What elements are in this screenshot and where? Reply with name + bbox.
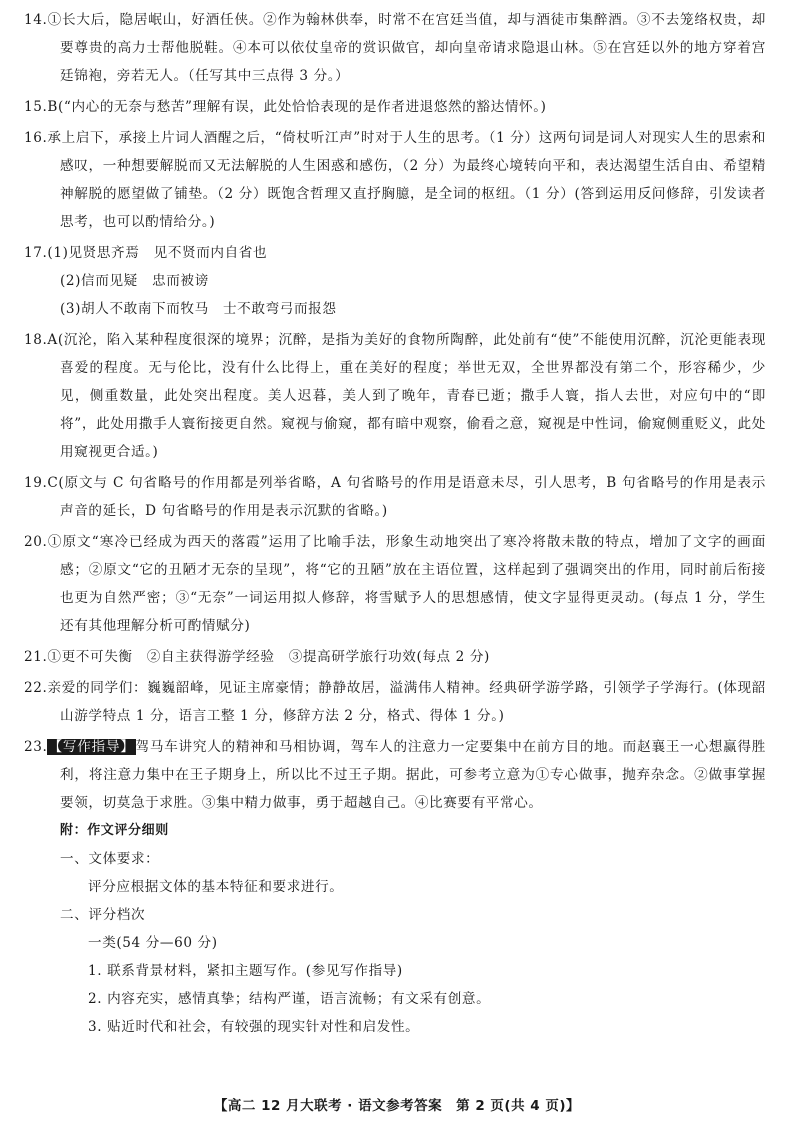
criteria-item: 2. 内容充实，感情真挚；结构严谨，语言流畅；有文采有创意。 bbox=[88, 991, 491, 1007]
criteria-item: 3. 贴近时代和社会，有较强的现实针对性和启发性。 bbox=[88, 1019, 420, 1035]
answer-17 bbox=[0, 239, 794, 267]
question-number: 22. bbox=[24, 680, 48, 696]
answer-text: 亲爱的同学们：巍巍韶峰，见证主席豪情；静静故居，溢满伟人精神。经典研学游学路，引领学子学海行。(体现韶山游学特点 1 分，语言工整 1 分，修辞方法 2 分，格式、得体 1 分。) bbox=[47, 680, 766, 724]
question-number: 20. bbox=[24, 534, 48, 550]
answer-17-line-3 bbox=[0, 295, 794, 323]
answer-text: (1)见贤思齐焉 见不贤而内自省也 bbox=[47, 245, 268, 261]
answer-20 bbox=[0, 528, 794, 640]
answer-21 bbox=[0, 643, 794, 671]
answer-22 bbox=[0, 674, 794, 730]
answer-text: ①原文“寒冷已经成为西天的落霞”运用了比喻手法，形象生动地突出了寒冷将散未散的特点，增加了文字的画面感；②原文“它的丑陋才无奈的呈现”，将“它的丑陋”放在主语位置，这样起到了强调突出的作用，同时前后衔接也更为自然严密；③“无奈”一词运用拟人修辞，将雪赋予人的思想感情，使文字显得更灵动。(每点 1 分，学生还有其他理解分析可酌情赋分) bbox=[47, 534, 766, 634]
answer-text: C(原文与 C 句省略号的作用都是列举省略，A 句省略号的作用是语意未尽，引人思考，B 句省略号的作用是表示声音的延长，D 句省略号的作用是表示沉默的省略。) bbox=[47, 475, 766, 519]
answer-text: (3)胡人不敢南下而牧马 士不敢弯弓而报怨 bbox=[60, 301, 337, 317]
answer-text: ①长大后，隐居岷山，好酒任侠。②作为翰林供奉，时常不在宫廷当值，却与酒徒市集醉酒。③不去笼络权贵，却要尊贵的高力士帮他脱鞋。④本可以依仗皇帝的赏识做官，却向皇帝请求隐退山林。⑤在宫廷以外的地方穿着宫廷锦袍，旁若无人。（任写其中三点得 3 分。） bbox=[47, 12, 766, 84]
criteria-item: 1. 联系背景材料，紧扣主题写作。(参见写作指导) bbox=[88, 963, 403, 979]
answer-14 bbox=[0, 6, 794, 90]
writing-guide-label: 【写作指导】 bbox=[48, 739, 135, 755]
question-number: 21. bbox=[24, 649, 48, 665]
answer-text: A(沉沦，陷入某种程度很深的境界；沉醉，是指为美好的食物所陶醉，此处前有“使”不能使用沉醉，沉沦更能表现喜爱的程度。无与伦比，没有什么比得上，重在美好的程度；举世无双，全世界都没有第二个，形容稀少，少见，侧重数量，此处突出程度。美人迟暮，美人到了晚年，青春已逝；撒手人寰，指人去世，对应句中的“即将”，此处用撒手人寰衔接更自然。窥视与偷窥，都有暗中观察，偷看之意，窥视是中性词，偷窥侧重贬义，此处用窥视更合适。) bbox=[47, 332, 766, 460]
appendix-section-1-text: 评分应根据文体的基本特征和要求进行。 bbox=[88, 879, 344, 895]
answer-16 bbox=[0, 124, 794, 236]
answer-23 bbox=[0, 733, 794, 817]
question-number: 16. bbox=[24, 130, 48, 146]
question-number: 14. bbox=[24, 12, 48, 28]
answer-15 bbox=[0, 93, 794, 121]
page-footer: 【高二 12 月大联考 · 语文参考答案 第 2 页(共 4 页)】 bbox=[213, 1098, 581, 1114]
question-number: 23. bbox=[24, 739, 48, 755]
answer-text: ①更不可失衡 ②自主获得游学经验 ③提高研学旅行功效(每点 2 分) bbox=[47, 649, 490, 665]
appendix-tier: 一类(54 分—60 分) bbox=[88, 935, 218, 951]
appendix-section-2: 二、评分档次 bbox=[60, 907, 146, 923]
answer-text: 承上启下，承接上片词人酒醒之后，“倚杖听江声”时对于人生的思考。（1 分）这两句词是词人对现实人生的思索和感叹，一种想要解脱而又无法解脱的人生困惑和感伤，（2 分）为最终心境转向平和，表达渴望生活自由、希望精神解脱的愿望做了铺垫。（2 分）既饱含哲理又直抒胸臆，是全词的枢纽。（1 分）(答到运用反问修辞，引发读者思考，也可以酌情给分。) bbox=[47, 130, 766, 230]
answer-text: B(“内心的无奈与愁苦”理解有误，此处恰恰表现的是作者进退悠然的豁达情怀。) bbox=[47, 99, 547, 115]
question-number: 17. bbox=[24, 245, 48, 261]
answer-text: (2)信而见疑 忠而被谤 bbox=[60, 273, 209, 289]
question-number: 15. bbox=[24, 99, 48, 115]
answer-18 bbox=[0, 326, 794, 466]
answer-19 bbox=[0, 469, 794, 525]
question-number: 19. bbox=[24, 475, 48, 491]
answer-content bbox=[0, 6, 794, 1041]
appendix-section-1: 一、文体要求： bbox=[60, 851, 160, 867]
answer-17-line-2 bbox=[0, 267, 794, 295]
appendix-title: 附：作文评分细则 bbox=[60, 823, 169, 838]
answer-text: 驾马车讲究人的精神和马相协调，驾车人的注意力一定要集中在前方目的地。而赵襄王一心想赢得胜利，将注意力集中在王子期身上，所以比不过王子期。据此，可参考立意为①专心做事，抛弃杂念。②做事掌握要领，切莫急于求胜。③集中精力做事，勇于超越自己。④比赛要有平常心。 bbox=[60, 739, 766, 811]
question-number: 18. bbox=[24, 332, 48, 348]
